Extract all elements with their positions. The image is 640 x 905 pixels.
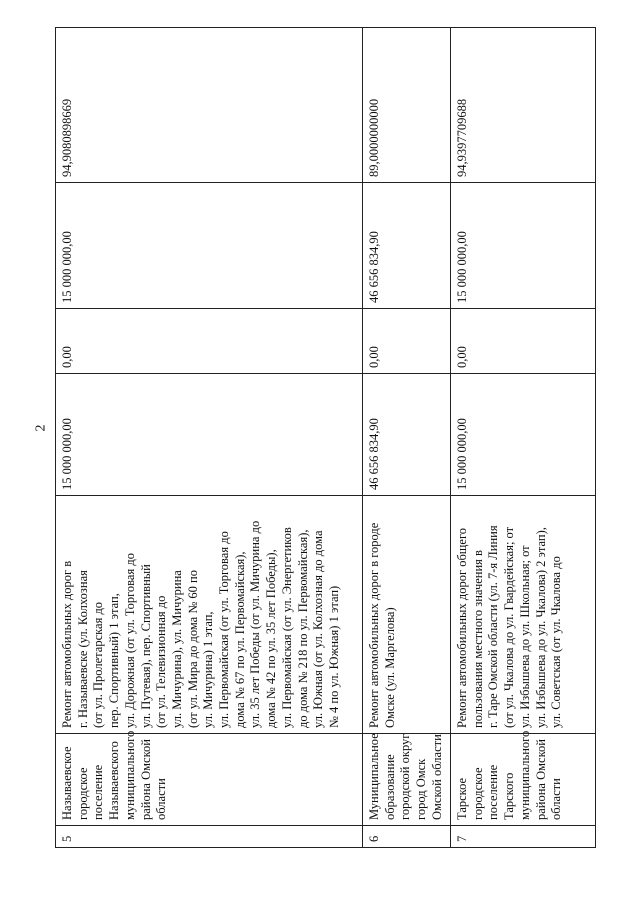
description-line: г. Называевске (ул. Колхозная — [75, 570, 90, 728]
amount-subsidy-cell: 15 000 000,00 — [451, 183, 596, 309]
municipality-line: Муниципальное — [367, 733, 381, 820]
row-number: 5 — [56, 826, 363, 848]
description-line: ул. 35 лет Победы (от ул. Мичурина до — [248, 520, 263, 728]
description-line: пер. Спортивный) 1 этап, — [107, 593, 122, 728]
amount-total-cell: 15 000 000,00 — [56, 374, 363, 496]
description-line: дома № 42 по ул. 35 лет Победы), — [264, 549, 279, 728]
description-line: ул. Первомайская (от ул. Энергетиков — [279, 527, 294, 728]
municipality-cell — [451, 730, 596, 826]
description-line: ул. Первомайская (от ул. Торговая до — [217, 531, 232, 728]
amount-zero-cell: 0,00 — [56, 309, 363, 374]
table-row — [56, 28, 363, 848]
municipality-line: Тарского — [502, 772, 517, 820]
amount-zero-cell: 0,00 — [451, 309, 596, 374]
allocation-table — [55, 27, 596, 848]
municipality-line: области — [154, 778, 169, 820]
description-line: № 4 по ул. Южная) 1 этап) — [326, 585, 341, 728]
description-line: ул. Мичурина), ул. Мичурина — [169, 570, 184, 728]
share-cell: 94,9080898669 — [56, 28, 363, 183]
amount-zero-cell: 0,00 — [363, 309, 451, 374]
municipality-line: муниципального — [517, 730, 532, 820]
municipality-line: городское — [75, 767, 90, 820]
row-number: 7 — [451, 826, 596, 848]
table-row — [451, 28, 596, 848]
amount-subsidy-cell: 46 656 834,90 — [363, 183, 451, 309]
share-cell: 89,0000000000 — [363, 28, 451, 183]
description-line: до дома № 218 по ул. Первомайская), — [295, 529, 310, 728]
municipality-line: Называевское — [60, 746, 74, 820]
rotated-table-container — [55, 28, 595, 848]
municipality-line: поселение — [486, 764, 501, 820]
municipality-line: области — [549, 778, 564, 820]
description-line: (от ул. Чкалова до ул. Гвардейская; от — [502, 526, 517, 728]
description-cell — [56, 496, 363, 734]
description-line: Ремонт автомобильных дорог в — [60, 560, 74, 728]
description-line: пользования местного значения в — [470, 550, 485, 728]
row-number: 6 — [363, 826, 451, 848]
municipality-cell — [363, 734, 451, 826]
amount-subsidy-cell: 15 000 000,00 — [56, 183, 363, 309]
description-line: ул. Дорожная (от ул. Торговая до — [122, 553, 137, 728]
description-line: (от ул. Пролетарская до — [91, 601, 106, 728]
municipality-line: муниципального — [122, 730, 137, 820]
municipality-line: Тарское — [455, 777, 469, 820]
description-line: (от ул. Телевизионная до — [154, 595, 169, 728]
amount-total-cell: 15 000 000,00 — [451, 374, 596, 496]
municipality-line: городское — [470, 767, 485, 820]
description-line: ул. Избышева до ул. Чкалова) 2 этап), — [533, 527, 548, 728]
municipality-line: поселение — [91, 764, 106, 820]
municipality-line: района Омской — [138, 739, 153, 820]
municipality-line: Называевского — [107, 741, 122, 820]
description-cell — [363, 496, 451, 734]
description-line: (от ул. Мира до дома № 60 по — [185, 570, 200, 728]
municipality-line: образование — [382, 754, 397, 820]
description-cell — [451, 496, 596, 734]
municipality-line: городской округ — [398, 733, 413, 820]
municipality-line: город Омск — [414, 758, 429, 820]
description-line: ул. Советская (от ул. Чкалова до — [549, 556, 564, 728]
municipality-line: Омской области — [429, 734, 444, 820]
description-line: Ремонт автомобильных дорог в городе — [367, 522, 381, 728]
description-line: ул. Мичурина) 1 этап, — [201, 611, 216, 728]
description-line: г. Таре Омской области (ул. 7-я Линия — [486, 525, 501, 728]
description-line: дома № 67 по ул. Первомайская), — [232, 551, 247, 728]
municipality-cell — [56, 730, 363, 826]
page-number: 2 — [33, 424, 49, 432]
municipality-line: района Омской — [533, 739, 548, 820]
description-line: ул. Избышева до ул. Школьная; от — [517, 545, 532, 728]
description-line: Омске (ул. Маргелова) — [382, 607, 397, 728]
table-row — [363, 28, 451, 848]
description-line: ул. Путевая), пер. Спортивный — [138, 564, 153, 728]
amount-total-cell: 46 656 834,90 — [363, 374, 451, 496]
description-line: ул. Южная (от ул. Колхозная до дома — [311, 530, 326, 728]
share-cell: 94,9397709688 — [451, 28, 596, 183]
description-line: Ремонт автомобильных дорог общего — [455, 527, 469, 728]
